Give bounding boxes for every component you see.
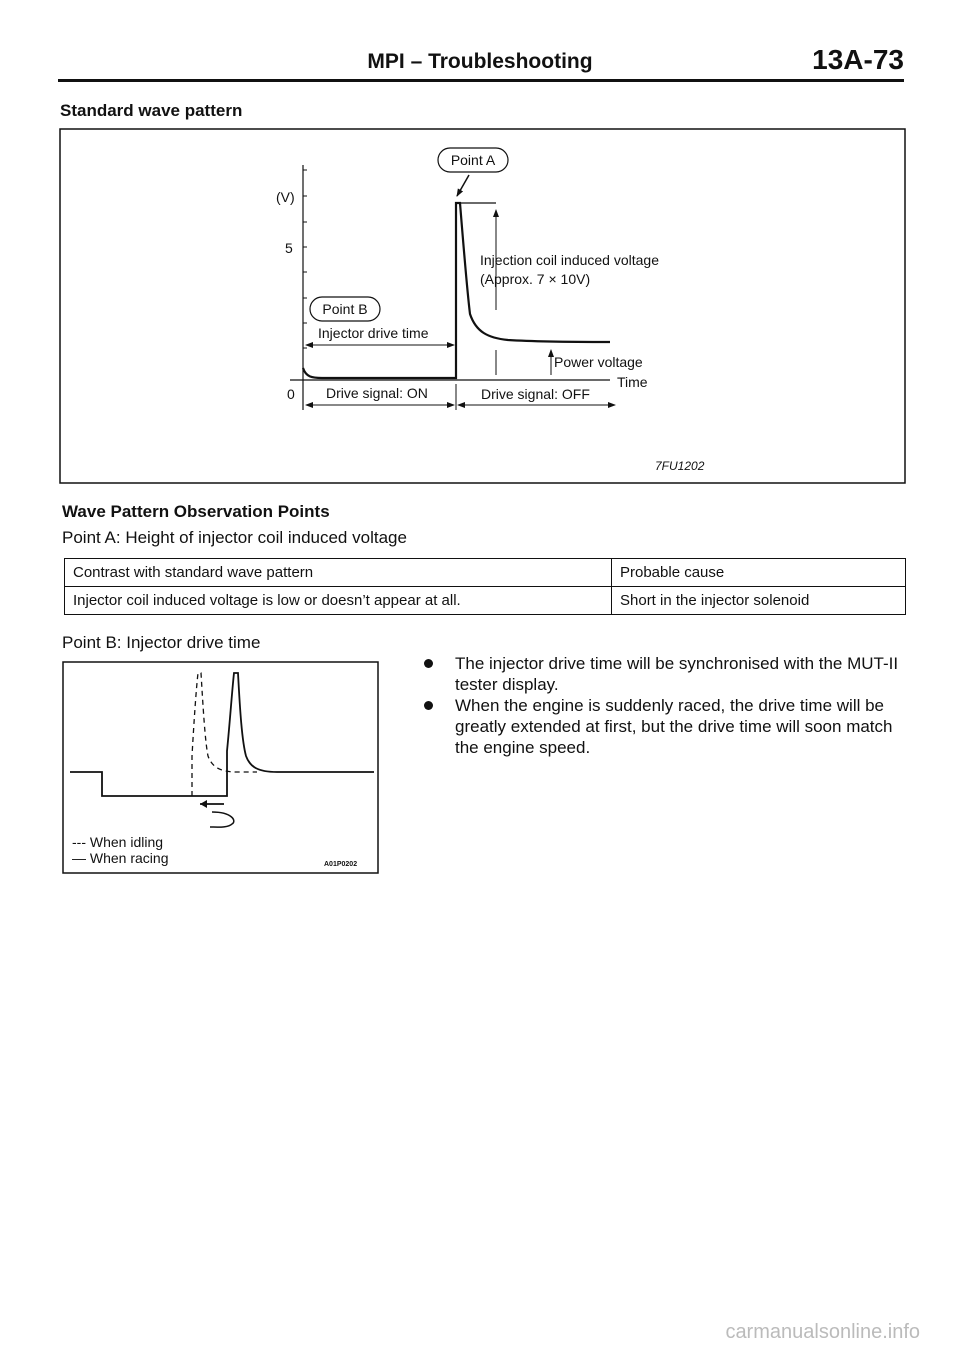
bullet-list <box>424 653 910 758</box>
shift-arrow-head <box>200 800 207 808</box>
point-b-label: Point B <box>322 301 368 317</box>
tick-5: 5 <box>285 240 293 256</box>
axis-unit: (V) <box>276 189 295 205</box>
drive-signal-off: Drive signal: OFF <box>481 386 590 402</box>
standard-wave-diagram <box>0 0 960 500</box>
time-label: Time <box>617 374 648 390</box>
drive-time-figure <box>62 661 382 875</box>
point-a-pointer <box>457 175 469 196</box>
shift-curve <box>210 812 234 827</box>
observation-table <box>64 558 906 615</box>
standard-wave-heading: Standard wave pattern <box>60 101 243 120</box>
figure-code-1: 7FU1202 <box>655 459 705 473</box>
table-header-row <box>65 559 906 587</box>
legend-idling: --- When idling <box>72 834 164 850</box>
bullet-item <box>424 695 910 758</box>
point-a-title: Point A: Height of injector coil induced voltage <box>62 528 407 547</box>
table-cell: Short in the injector solenoid <box>612 587 906 615</box>
diagram-frame <box>60 129 905 483</box>
bullet-text: When the engine is suddenly raced, the drive time will be greatly extended at first, but the drive time will soon match the engine speed. <box>455 696 893 757</box>
waveform-line <box>303 203 610 378</box>
power-voltage-label: Power voltage <box>554 354 643 370</box>
table-header-cell: Contrast with standard wave pattern <box>65 559 612 587</box>
legend-racing: — When racing <box>72 850 169 866</box>
bullet-text: The injector drive time will be synchronised with the MUT-II tester display. <box>455 654 899 694</box>
bullet-dot-icon <box>424 701 433 710</box>
tick-0: 0 <box>287 386 295 402</box>
bullet-dot-icon <box>424 659 433 668</box>
observation-heading: Wave Pattern Observation Points <box>62 502 330 521</box>
watermark: carmanualsonline.info <box>725 1321 920 1343</box>
table-cell: Injector coil induced voltage is low or doesn’t appear at all. <box>65 587 612 615</box>
page-number: 13A-73 <box>812 44 904 75</box>
table-header-cell: Probable cause <box>612 559 906 587</box>
drive-signal-on: Drive signal: ON <box>326 385 428 401</box>
injection-voltage-approx: (Approx. 7 × 10V) <box>480 271 591 287</box>
bullet-item <box>424 653 910 695</box>
page-title: MPI – Troubleshooting <box>367 50 593 73</box>
racing-waveform <box>70 673 374 796</box>
injection-voltage-label: Injection coil induced voltage <box>480 252 660 268</box>
point-b-title: Point B: Injector drive time <box>62 633 261 652</box>
point-a-label: Point A <box>450 152 496 168</box>
table-row <box>65 587 906 615</box>
figure-code-2: A01P0202 <box>324 861 358 868</box>
injector-drive-time-label: Injector drive time <box>318 325 429 341</box>
idling-waveform <box>192 673 257 796</box>
